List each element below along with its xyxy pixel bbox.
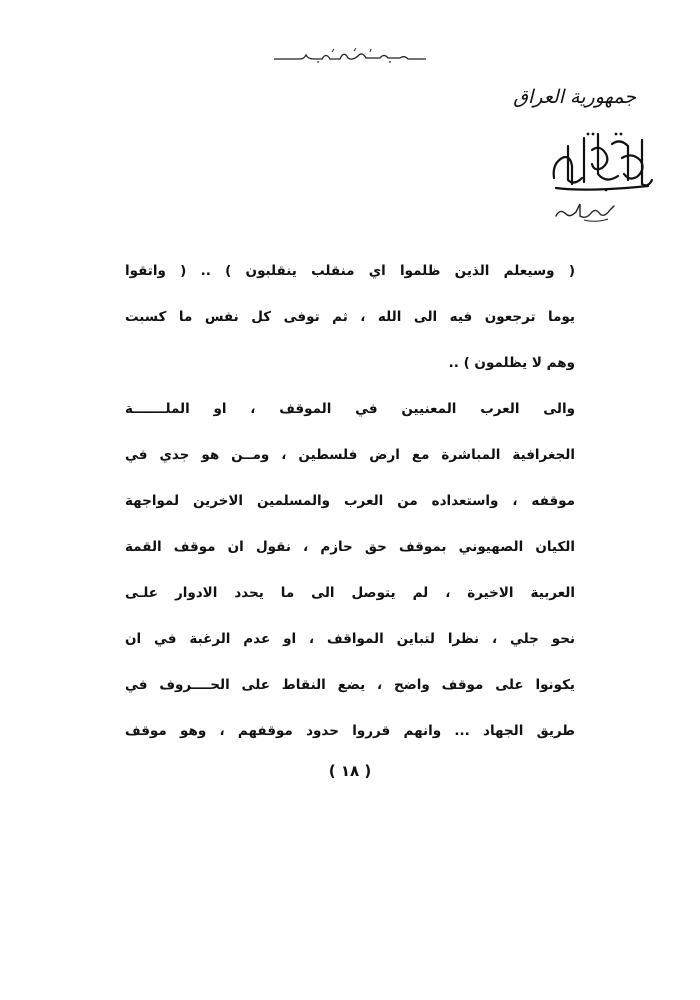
document-body	[125, 262, 575, 768]
signature-calligraphy-icon	[550, 200, 620, 224]
body-line: والى العرب المعنيين في الموقف ، او الملـــــــة	[125, 401, 575, 417]
basmala-calligraphy	[270, 46, 430, 66]
body-line: يكونوا على موقف واضح ، يضع النقاط على الحــــروف في	[125, 677, 575, 693]
presidency-emblem	[548, 128, 654, 194]
presidency-calligraphy-icon	[548, 128, 654, 194]
body-line: الجغرافية المباشرة مع ارض فلسطين ، ومــن هو جدي في	[125, 447, 575, 463]
body-line: ( وسيعلم الذين ظلموا اي منقلب ينقلبون ) .. ( واتقوا	[125, 263, 575, 279]
body-line: يوما ترجعون فيه الى الله ، ثم توفى كل نفس ما كسبت	[125, 309, 575, 325]
body-line: نحو جلي ، نظرا لتباين المواقف ، او عدم الرغبة في ان	[125, 631, 575, 647]
body-line: طريق الجهاد ... وانهم قرروا حدود موقفهم ، وهو موقف	[125, 723, 575, 739]
president-signature	[550, 200, 620, 224]
body-line: العربية الاخيرة ، لم يتوصل الى ما يحدد الادوار علـى	[125, 585, 575, 601]
body-line: الكيان الصهيوني بموقف حق حازم ، نقول ان موقف القمة	[125, 539, 575, 555]
body-line: موقفه ، واستعداده من العرب والمسلمين الاخرين لمواجهة	[125, 493, 575, 509]
page-number: ( ١٨ )	[328, 762, 372, 780]
basmala-calligraphy-icon	[270, 46, 430, 66]
country-heading: جمهورية العراق	[513, 86, 636, 108]
body-line: وهم لا يظلمون ) ..	[448, 355, 575, 371]
